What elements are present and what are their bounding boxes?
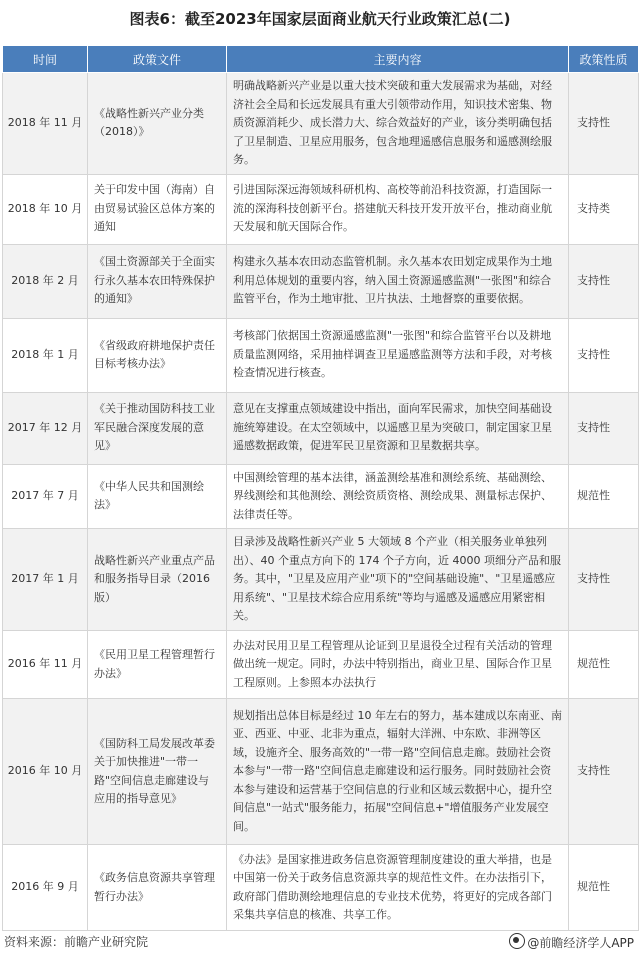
cell-content: 目录涉及战略性新兴产业 5 大领域 8 个产业（相关服务业单独列出）、40 个重点方向下的 174 个子方向，近 4000 项细分产品和服务。其中，"卫星及应用产业"项下的"空间基础设施"、"卫星遥感应用系统"、"卫星技术综合应用系统"等均与遥感及遥感应用紧密相关。: [227, 529, 569, 631]
cell-nature: 支持性: [569, 244, 639, 318]
cell-content: 中国测绘管理的基本法律，涵盖测绘基准和测绘系统、基础测绘、界线测绘和其他测绘、测绘资质资格、测绘成果、测量标志保护、法律责任等。: [227, 464, 569, 529]
brand-icon: [509, 933, 525, 949]
table-row: [3, 699, 639, 845]
cell-content: 考核部门依据国土资源遥感监测"一张图"和综合监管平台以及耕地质量监测网络，采用抽样调查卫星遥感监测等方法和手段，对考核检查情况进行核查。: [227, 318, 569, 392]
table-header-row: [3, 46, 639, 73]
table-row: [3, 529, 639, 631]
cell-content: 明确战略新兴产业是以重大技术突破和重大发展需求为基础，对经济社会全局和长远发展具有重大引领带动作用，知识技术密集、物质资源消耗少、成长潜力大、综合效益好的产业，该分类明确包括了卫星制造、卫星应用服务，包含地理遥感信息服务和遥感测绘服务。: [227, 73, 569, 175]
table-row: [3, 73, 639, 175]
cell-policy: 《政务信息资源共享管理暂行办法》: [88, 845, 227, 931]
table-row: [3, 174, 639, 244]
cell-time: 2016 年 9 月: [3, 845, 88, 931]
cell-content: 构建永久基本农田动态监管机制。永久基本农田划定成果作为土地利用总体规划的重要内容，纳入国土资源遥感监测"一张图"和综合监管平台，作为土地审批、卫片执法、土地督察的重要依据。: [227, 244, 569, 318]
page-title: 图表6：截至2023年国家层面商业航天行业政策汇总(二): [129, 10, 511, 28]
table-row: [3, 464, 639, 529]
cell-policy: 战略性新兴产业重点产品和服务指导目录（2016 版）: [88, 529, 227, 631]
cell-content: 办法对民用卫星工程管理从论证到卫星退役全过程有关活动的管理做出统一规定。同时，办法中特别指出，商业卫星、国际合作卫星工程原则。上参照本办法执行: [227, 631, 569, 699]
cell-time: 2018 年 10 月: [3, 174, 88, 244]
table-row: [3, 392, 639, 464]
cell-policy: 《战略性新兴产业分类（2018）》: [88, 73, 227, 175]
cell-policy: 关于印发中国（海南）自由贸易试验区总体方案的通知: [88, 174, 227, 244]
cell-policy: 《中华人民共和国测绘法》: [88, 464, 227, 529]
cell-time: 2016 年 11 月: [3, 631, 88, 699]
table-row: [3, 631, 639, 699]
header-content: 主要内容: [227, 46, 569, 73]
cell-nature: 规范性: [569, 464, 639, 529]
brand-label: [509, 933, 634, 951]
cell-time: 2018 年 11 月: [3, 73, 88, 175]
cell-time: 2017 年 1 月: [3, 529, 88, 631]
header-nature: 政策性质: [569, 46, 639, 73]
cell-policy: 《关于推动国防科技工业军民融合深度发展的意见》: [88, 392, 227, 464]
cell-content: 引进国际深远海领域科研机构、高校等前沿科技资源，打造国际一流的深海科技创新平台。搭建航天科技开发开放平台，推动商业航天发展和航天国际合作。: [227, 174, 569, 244]
cell-content: 规划指出总体目标是经过 10 年左右的努力，基本建成以东南亚、南亚、西亚、中亚、北非为重点，辐射大洋洲、中东欧、非洲等区域，设施齐全、服务高效的"一带一路"空间信息走廊。鼓励社会资本参与"一带一路"空间信息走廊建设和运行服务。同时鼓励社会资本参与建设和运营基于空间信息的行业和区域云数据中心，提升空间信息"一站式"服务能力，拓展"空间信息+"增值服务产业发展空间。: [227, 699, 569, 845]
cell-nature: 支持性: [569, 318, 639, 392]
policy-table: [2, 45, 639, 931]
table-row: [3, 318, 639, 392]
cell-policy: 《省级政府耕地保护责任目标考核办法》: [88, 318, 227, 392]
cell-content: 意见在支撑重点领域建设中指出，面向军民需求，加快空间基础设施统筹建设。在太空领域中，以遥感卫星为突破口，制定国家卫星遥感数据政策，促进军民卫星资源和卫星数据共享。: [227, 392, 569, 464]
cell-nature: 支持性: [569, 73, 639, 175]
cell-nature: 支持类: [569, 174, 639, 244]
cell-time: 2016 年 10 月: [3, 699, 88, 845]
cell-nature: 支持性: [569, 529, 639, 631]
table-row: [3, 845, 639, 931]
footer: [0, 929, 640, 953]
table-body: [3, 73, 639, 931]
brand-text: @前瞻经济学人APP: [527, 936, 634, 950]
table-row: [3, 244, 639, 318]
cell-nature: 规范性: [569, 631, 639, 699]
cell-policy: 《民用卫星工程管理暂行办法》: [88, 631, 227, 699]
cell-nature: 支持性: [569, 392, 639, 464]
cell-nature: 规范性: [569, 845, 639, 931]
cell-time: 2017 年 7 月: [3, 464, 88, 529]
cell-time: 2018 年 2 月: [3, 244, 88, 318]
cell-content: 《办法》是国家推进政务信息资源管理制度建设的重大举措，也是中国第一份关于政务信息资源共享的规范性文件。在办法指引下，政府部门借助测绘地理信息的专业技术优势，将更好的完成各部门采集共享信息的核准、共享工作。: [227, 845, 569, 931]
cell-policy: 《国防科工局发展改革委关于加快推进"一带一路"空间信息走廊建设与应用的指导意见》: [88, 699, 227, 845]
header-time: 时间: [3, 46, 88, 73]
source-note: 资料来源：前瞻产业研究院: [4, 935, 149, 949]
header-policy: 政策文件: [88, 46, 227, 73]
cell-time: 2018 年 1 月: [3, 318, 88, 392]
cell-time: 2017 年 12 月: [3, 392, 88, 464]
cell-policy: 《国土资源部关于全面实行永久基本农田特殊保护的通知》: [88, 244, 227, 318]
cell-nature: 支持性: [569, 699, 639, 845]
